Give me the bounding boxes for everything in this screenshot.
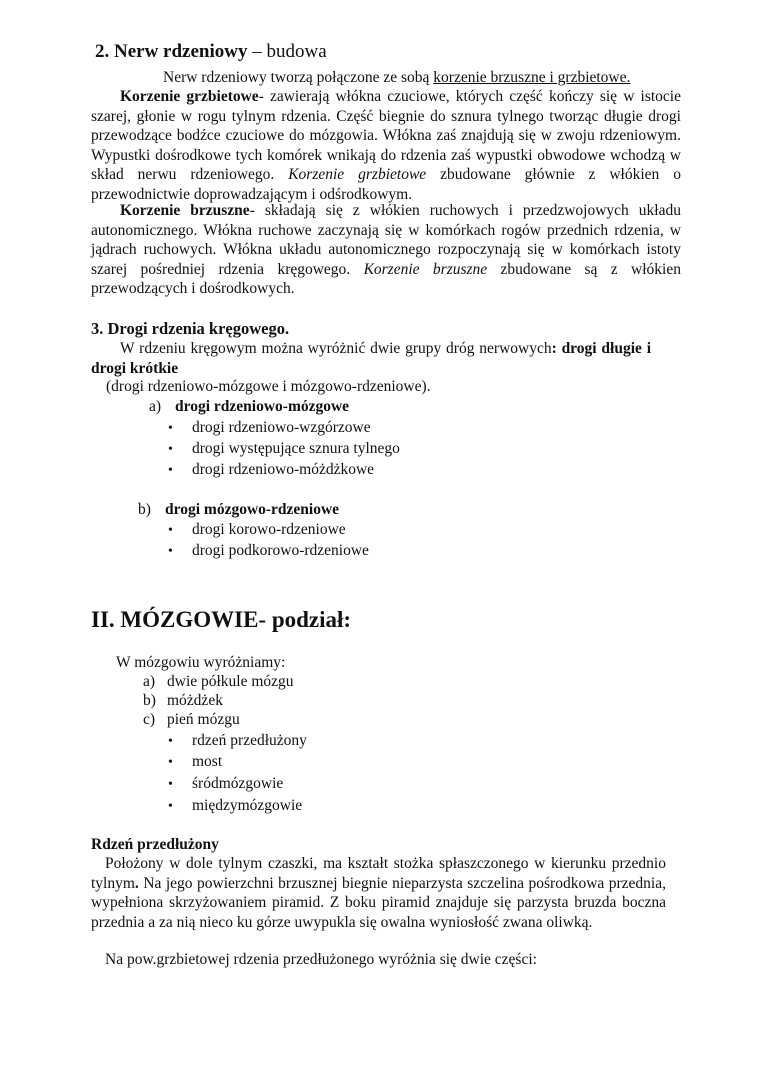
p1-bold: Korzenie grzbietowe (120, 88, 259, 105)
rdzen-p1-a: Położony w dole tylnym czaszki, ma kształt stożka spłaszczonego w kierunku przednio tylnym (91, 855, 666, 892)
list-item (143, 710, 240, 730)
section-2-intro (163, 68, 630, 88)
part-2-sub-item-4: międzymózgowie (192, 797, 303, 814)
section-3-intro (91, 339, 651, 378)
part-2-list-label-a: a) (143, 673, 156, 690)
list-b-item-2: drogi podkorowo-rdzeniowe (192, 542, 369, 559)
list-item (168, 460, 374, 481)
part-2-list-label-c: c) (143, 711, 156, 728)
list-a-label: a) (149, 398, 162, 415)
section-3-paren: (drogi rdzeniowo-mózgowe i mózgowo-rdzeniowe). (106, 378, 431, 395)
list-a-item-2: drogi występujące sznura tylnego (192, 440, 400, 457)
list-item (168, 541, 369, 562)
list-item (143, 691, 223, 711)
section-2-intro-text: Nerw rdzeniowy tworzą połączone ze sobą (163, 69, 434, 86)
rdzen-p1-b: . (134, 874, 139, 892)
section-3-heading: 3. Drogi rdzenia kręgowego. (91, 319, 290, 338)
part-2-list-label-b: b) (143, 692, 156, 709)
list-a-item-1: drogi rdzeniowo-wzgórzowe (192, 419, 371, 436)
list-item (168, 418, 371, 439)
paragraph-korzenie-brzuszne (91, 201, 681, 299)
p2-bold: Korzenie brzuszne (120, 202, 250, 219)
rdzen-paragraph-2: Na pow.grzbietowej rdzenia przedłużonego wyróżnia się dwie części: (105, 951, 537, 968)
bullet-icon: • (168, 777, 173, 792)
rdzen-p1-c: Na jego powierzchni brzusznej biegnie nieparzysta szczelina pośrodkowa przednia, wypełniona skrzyżowaniem piramid. Z boku piramid znajduje się parzysta bruzda boczna przednia a za nią nieco ku górze uwypukla się owalna wyniosłość zwana oliwką. (91, 874, 666, 931)
list-item (168, 774, 283, 795)
list-item (168, 752, 222, 773)
list-item (168, 439, 400, 460)
p2-text: - składają się z włókien ruchowych i przedzwojowych układu autonomicznego. Włókna ruchowe zaczynają się w komórkach rogów przednich rdzenia, w jądrach ruchowych. Włókna układu autonomicznego rozpoczynają się w komórkach istoty szarej pośredniej rdzenia kręgowego. (91, 202, 681, 278)
bullet-icon: • (168, 463, 173, 478)
rdzen-paragraph-1 (91, 854, 666, 932)
p2-end: zbudowane są z włókien przewodzących i dośrodkowych. (91, 260, 681, 298)
p1-text: - zawierają włókna czuciowe, których część kończy się w istocie szarej, głonie w rogu tylnym rdzenia. Część biegnie do sznura tylnego tworząc długie drogi przewodzące bodźce czuciowe do mózgowia. Włókna zaś znajdują się w zwoju rdzeniowym. Wypustki dośrodkowe tych komórek wnikają do rdzenia zaś wypustki obwodowe wchodzą w skład nerwu rdzeniowego. (91, 88, 681, 184)
bullet-icon: • (168, 523, 173, 538)
part-2-list-text-b: móżdżek (167, 692, 223, 709)
list-a-title: drogi rdzeniowo-mózgowe (175, 398, 350, 415)
list-item (168, 520, 346, 541)
section-2-title-bold: 2. Nerw rdzeniowy (95, 41, 248, 62)
list-b-title: drogi mózgowo-rdzeniowe (165, 501, 340, 518)
part-2-list-text-c: pień mózgu (167, 711, 240, 728)
list-b-item-1: drogi korowo-rdzeniowe (192, 521, 346, 538)
bullet-icon: • (168, 544, 173, 559)
list-item (168, 731, 307, 752)
bullet-icon: • (168, 734, 173, 749)
bullet-icon: • (168, 421, 173, 436)
section-2-heading (95, 42, 327, 62)
section-2-intro-underlined: korzenie brzuszne i grzbietowe. (433, 69, 631, 86)
part-2-intro: W mózgowiu wyróżniamy: (116, 654, 286, 671)
bullet-icon: • (168, 442, 173, 457)
part-2-heading: II. MÓZGOWIE- podział: (91, 607, 352, 632)
paragraph-korzenie-grzbietowe (91, 87, 681, 205)
section-3-intro-bold: : drogi długie i drogi krótkie (91, 340, 651, 377)
part-2-sub-item-1: rdzeń przedłużony (192, 732, 307, 749)
list-b-heading (138, 500, 339, 520)
p1-end: zbudowane głównie z włókien o przewodnictwie doprowadzającym i odśrodkowym. (91, 166, 681, 203)
p1-italic: Korzenie grzbietowe (288, 166, 427, 184)
bullet-icon: • (168, 755, 173, 770)
part-2-sub-item-3: śródmózgowie (192, 775, 284, 792)
list-item (168, 796, 302, 817)
section-2-title-rest: – budowa (247, 41, 327, 62)
part-2-list-text-a: dwie półkule mózgu (167, 673, 294, 690)
list-a-item-3: drogi rdzeniowo-móżdżkowe (192, 461, 375, 478)
p2-italic: Korzenie brzuszne (363, 260, 488, 278)
section-3-intro-text: W rdzeniu kręgowym można wyróżnić dwie grupy dróg nerwowych (120, 340, 552, 357)
list-a-heading (149, 397, 349, 417)
bullet-icon: • (168, 799, 173, 814)
part-2-sub-item-2: most (192, 753, 223, 770)
list-item (143, 672, 294, 692)
list-b-label: b) (138, 501, 151, 518)
rdzen-heading: Rdzeń przedłużony (91, 836, 219, 853)
